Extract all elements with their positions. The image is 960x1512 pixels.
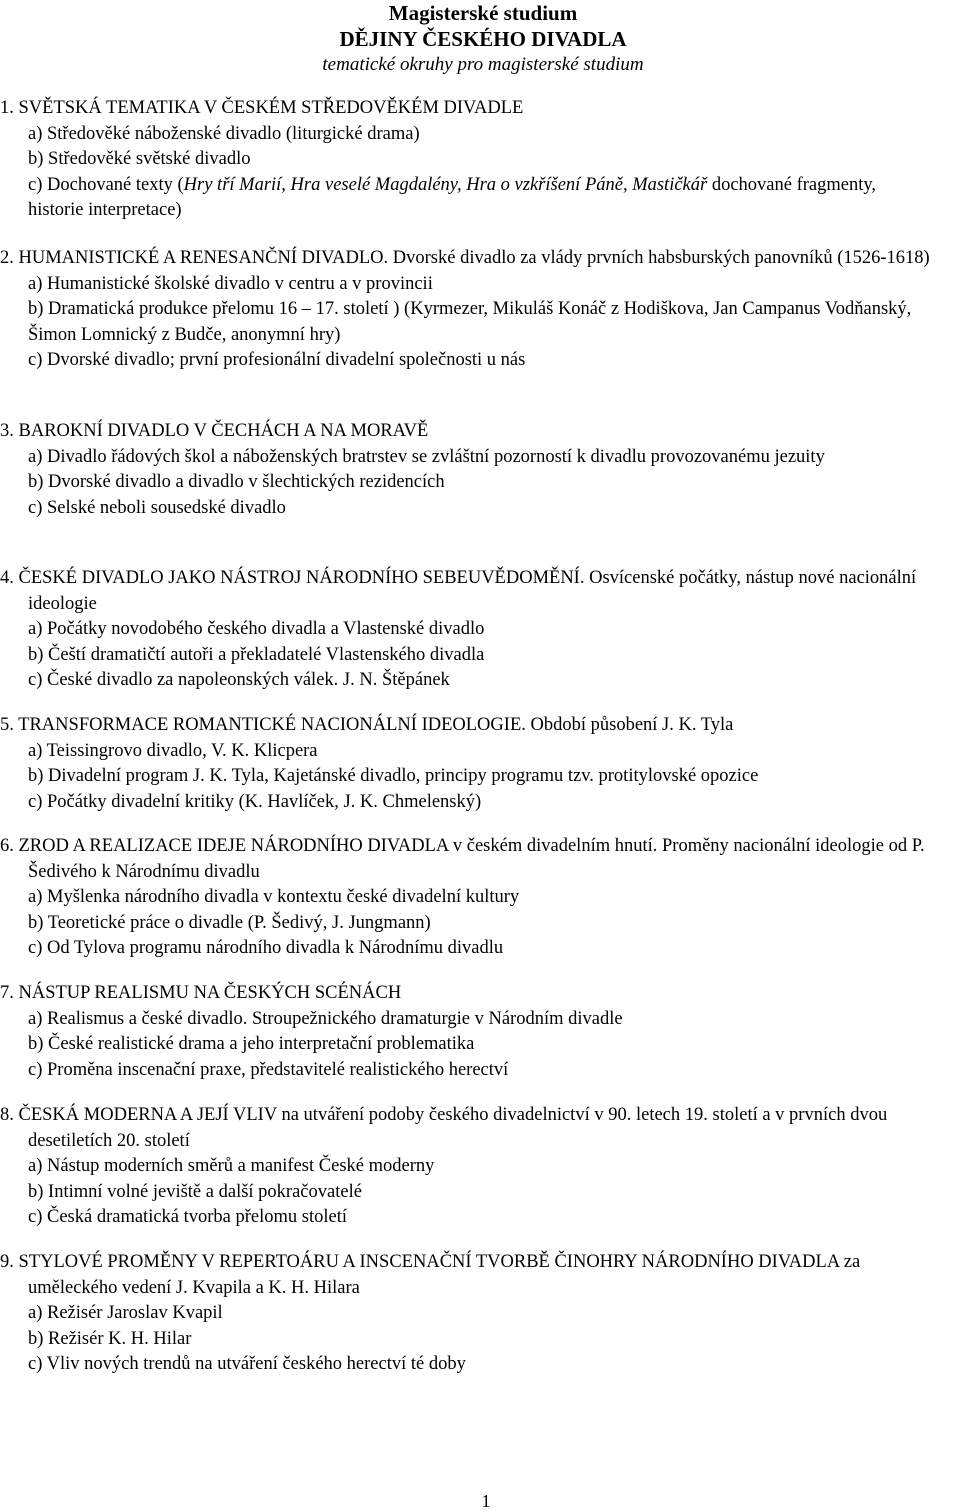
section-heading: 6. ZROD A REALIZACE IDEJE NÁRODNÍHO DIVADLA v českém divadelním hnutí. Proměny nacionální ideologie od P. Šedivého k Národnímu divadlu [0, 836, 925, 882]
section-5 [0, 713, 930, 815]
section-heading: 1. SVĚTSKÁ TEMATIKA V ČESKÉM STŘEDOVĚKÉM DIVADLE [0, 98, 524, 118]
section-8 [0, 1103, 930, 1231]
section-item: c) Selské neboli sousedské divadlo [28, 497, 286, 518]
section-item: c) Česká dramatická tvorba přelomu století [28, 1207, 348, 1227]
section-item: a) Nástup moderních směrů a manifest České moderny [28, 1156, 435, 1176]
section-heading: 3. BAROKNÍ DIVADLO V ČECHÁCH A NA MORAVĚ [0, 421, 429, 441]
section-item: b) Režisér K. H. Hilar [28, 1328, 192, 1349]
section-3 [0, 419, 930, 521]
section-item: c) Od Tylova programu národního divadla k Národnímu divadlu [28, 938, 504, 958]
section-item: b) Čeští dramatičtí autoři a překladatelé Vlastenského divadla [28, 644, 485, 665]
item-c-prefix: c) Dochované texty ( [28, 174, 184, 195]
section-item: a) Myšlenka národního divadla v kontextu české divadelní kultury [28, 887, 520, 907]
header-italic-subtitle: tematické okruhy pro magisterské studium [322, 54, 644, 75]
header-subtitle: DĚJINY ČESKÉHO DIVADLA [339, 27, 627, 51]
section-item: a) Realismus a české divadlo. Stroupežnického dramaturgie v Národním divadle [28, 1008, 623, 1029]
section-item: c) Proměna inscenační praxe, představitelé realistického herectví [28, 1059, 509, 1080]
section-item: b) Teoretické práce o divadle (P. Šedivý, J. Jungmann) [28, 912, 431, 933]
section-6 [0, 834, 930, 962]
section-item: c) České divadlo za napoleonských válek. J. N. Štěpánek [28, 670, 450, 690]
section-item: b) Dramatická produkce přelomu 16 – 17. století ) (Kyrmezer, Mikuláš Konáč z Hodiškova, Jan Campanus Vodňanský, Šimon Lomnický z Budče, anonymní hry) [28, 299, 912, 345]
section-item [0, 173, 936, 224]
section-9 [0, 1250, 930, 1378]
section-heading: 2. HUMANISTICKÉ A RENESANČNÍ DIVADLO. Dvorské divadlo za vlády prvních habsburských panovníků (1526-1618) [0, 248, 930, 268]
section-heading: 9. STYLOVÉ PROMĚNY V REPERTOÁRU A INSCENAČNÍ TVORBĚ ČINOHRY NÁRODNÍHO DIVADLA za uměleckého vedení J. Kvapila a K. H. Hilara [0, 1252, 861, 1298]
section-item: b) Divadelní program J. K. Tyla, Kajetánské divadlo, principy programu tzv. protitylovské opozice [28, 766, 759, 786]
section-item: b) České realistické drama a jeho interpretační problematika [28, 1034, 475, 1054]
section-item: c) Počátky divadelní kritiky (K. Havlíček, J. K. Chmelenský) [28, 791, 482, 812]
section-item: a) Humanistické školské divadlo v centru a v provincii [28, 273, 433, 294]
item-c-italic-titles: Hry tří Marií, Hra veselé Magdalény, Hra o vzkříšení Páně, Mastičkář [183, 174, 708, 195]
section-item: c) Dvorské divadlo; první profesionální divadelní společnosti u nás [28, 350, 526, 370]
section-item: a) Středověké náboženské divadlo (liturgické drama) [28, 123, 420, 144]
section-item: b) Středověké světské divadlo [28, 149, 251, 169]
section-heading: 8. ČESKÁ MODERNA A JEJÍ VLIV na utváření podoby českého divadelnictví v 90. letech 19. století a v prvních dvou desetiletích 20. století [0, 1105, 888, 1151]
section-item: a) Divadlo řádových škol a náboženských bratrstev se zvláštní pozorností k divadlu provozovanému jezuity [28, 446, 825, 467]
section-7 [0, 981, 930, 1083]
document-header [0, 0, 960, 78]
section-item: b) Intimní volné jeviště a další pokračovatelé [28, 1181, 362, 1202]
section-2 [0, 246, 930, 374]
section-heading: 4. ČESKÉ DIVADLO JAKO NÁSTROJ NÁRODNÍHO SEBEUVĚDOMĚNÍ. Osvícenské počátky, nástup nové nacionální ideologie [0, 568, 917, 614]
section-1 [0, 96, 930, 224]
section-item: b) Dvorské divadlo a divadlo v šlechtických rezidencích [28, 472, 445, 492]
section-heading: 5. TRANSFORMACE ROMANTICKÉ NACIONÁLNÍ IDEOLOGIE. Období působení J. K. Tyla [0, 715, 734, 735]
section-item: a) Počátky novodobého českého divadla a Vlastenské divadlo [28, 619, 485, 639]
section-item: a) Teissingrovo divadlo, V. K. Klicpera [28, 740, 318, 761]
header-title: Magisterské studium [388, 1, 578, 25]
section-heading: 7. NÁSTUP REALISMU NA ČESKÝCH SCÉNÁCH [0, 983, 402, 1003]
section-4 [0, 566, 930, 694]
page-number: 1 [481, 1491, 491, 1511]
item-c-suffix: dochované fragmenty, historie interpretace) [28, 174, 877, 220]
section-item: a) Režisér Jaroslav Kvapil [28, 1303, 223, 1323]
section-item: c) Vliv nových trendů na utváření českého herectví té doby [28, 1354, 466, 1374]
